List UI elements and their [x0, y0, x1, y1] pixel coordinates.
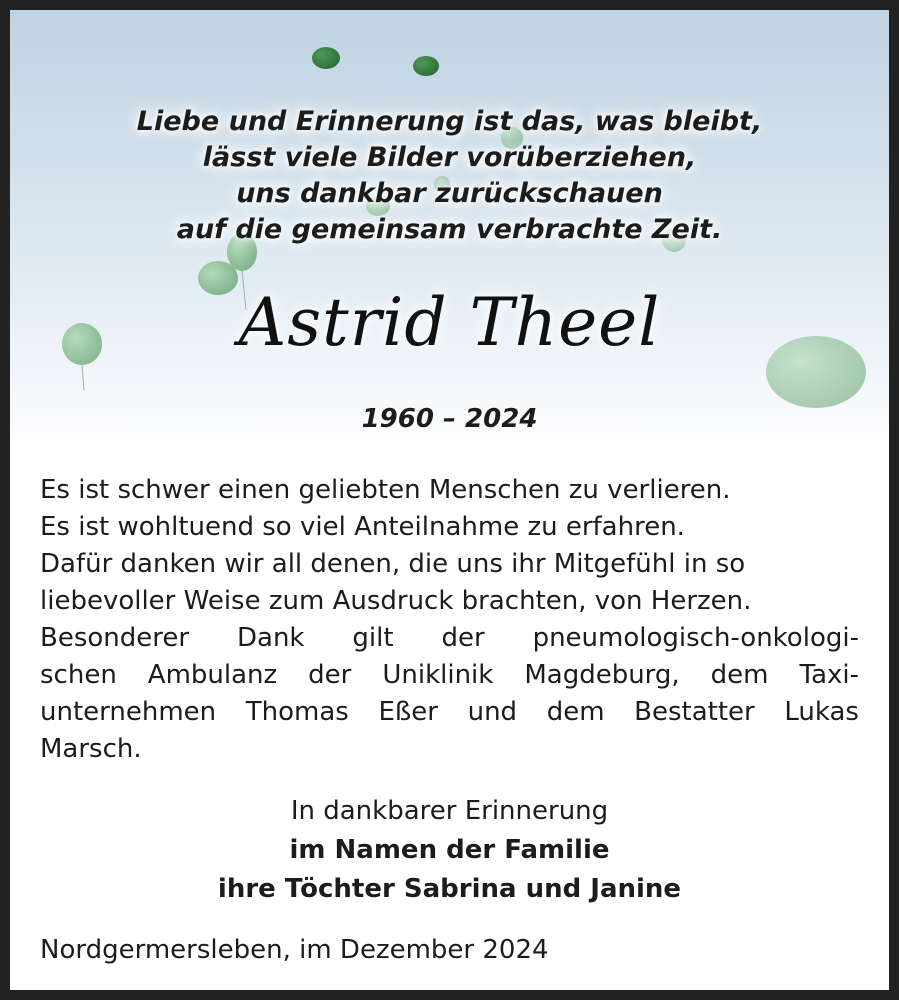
body-line: Marsch. — [40, 734, 142, 764]
word: Thomas — [245, 697, 349, 727]
poem-line: uns dankbar zurückschauen — [236, 178, 663, 209]
body-line: Es ist schwer einen geliebten Menschen zu verlieren. — [40, 475, 731, 505]
word: Eßer — [378, 697, 438, 727]
signoff-family: im Namen der Familie — [289, 835, 610, 865]
word: Bestatter — [634, 697, 755, 727]
word: der — [441, 623, 485, 653]
balloon — [312, 47, 340, 69]
place-and-date: Nordgermersleben, im Dezember 2024 — [40, 935, 549, 965]
body-line — [40, 694, 859, 731]
sky-header-image — [10, 10, 889, 450]
word: gilt — [352, 623, 394, 653]
balloon — [413, 56, 439, 76]
word: Ambulanz — [147, 660, 278, 690]
word: der — [308, 660, 352, 690]
poem-line: Liebe und Erinnerung ist das, was bleibt, — [136, 106, 763, 137]
word: unternehmen — [40, 697, 217, 727]
word: Lukas — [784, 697, 859, 727]
word: schen — [40, 660, 117, 690]
signoff-daughters: ihre Töchter Sabrina und Janine — [217, 874, 682, 904]
word: Taxi- — [799, 660, 859, 690]
word: pneumologisch-onkologi- — [532, 623, 859, 653]
life-dates: 1960 – 2024 — [361, 404, 538, 434]
word: Besonderer — [40, 623, 190, 653]
body-line: Es ist wohltuend so viel Anteilnahme zu erfahren. — [40, 512, 685, 542]
word: Magdeburg, — [524, 660, 680, 690]
memorial-poem — [10, 104, 889, 248]
signoff-line: In dankbarer Erinnerung — [290, 796, 609, 826]
poem-line: lässt viele Bilder vorüberziehen, — [202, 142, 697, 173]
word: dem — [710, 660, 769, 690]
word: dem — [546, 697, 605, 727]
deceased-name: Astrid Theel — [238, 284, 661, 361]
poem-line: auf die gemeinsam verbrachte Zeit. — [176, 214, 723, 245]
thank-you-text — [40, 472, 859, 768]
word: und — [467, 697, 518, 727]
word: Dank — [236, 623, 305, 653]
body-line: Dafür danken wir all denen, die uns ihr Mitgefühl in so — [40, 549, 746, 579]
signature-block — [10, 792, 889, 909]
body-line — [40, 657, 859, 694]
body-line — [40, 620, 859, 657]
word: Uniklinik — [382, 660, 494, 690]
body-line: liebevoller Weise zum Ausdruck brachten, von Herzen. — [40, 586, 752, 616]
